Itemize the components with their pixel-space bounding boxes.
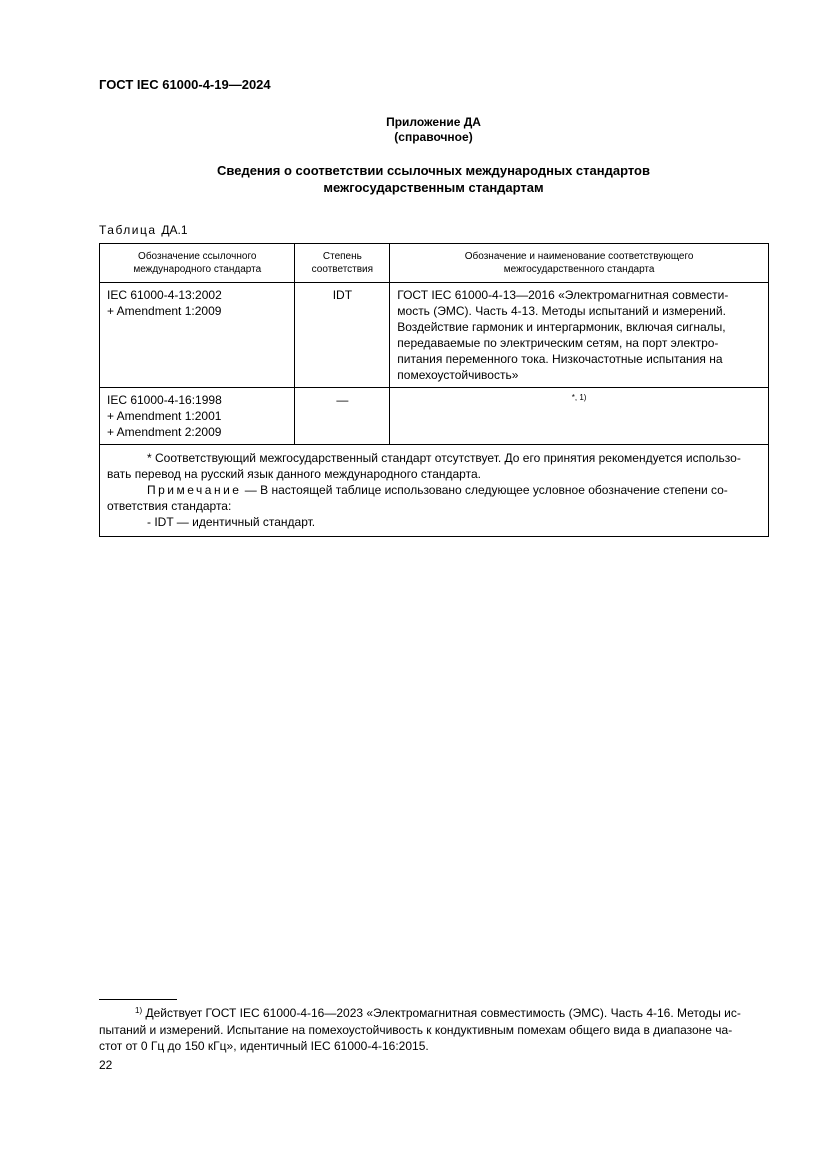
intl-standard-cell: IEC 61000-4-13:2002 + Amendment 1:2009 <box>100 283 295 388</box>
degree-cell: — <box>295 388 390 445</box>
note-label: Примечание <box>147 483 242 497</box>
appendix-subtitle: (справочное) <box>394 130 473 144</box>
table-header-row <box>100 244 769 283</box>
idt-definition: - IDT — идентичный стандарт. <box>147 515 316 529</box>
intl-standard-cell: IEC 61000-4-16:1998 + Amendment 1:2001 + Amendment 2:2009 <box>100 388 295 445</box>
table-caption-word: Таблица <box>99 223 157 237</box>
table-note <box>100 445 769 537</box>
appendix-heading <box>99 115 768 145</box>
appendix-title: Приложение ДА <box>386 115 481 129</box>
footnote-line-3: стот от 0 Гц до 150 кГц», идентичный IEC 61000-4-16:2015. <box>99 1039 429 1053</box>
table-caption-number: ДА.1 <box>161 223 188 237</box>
header-interstate-standard: Обозначение и наименование соответствующего межгосударственного стандарта <box>390 244 769 283</box>
degree-cell: IDT <box>295 283 390 388</box>
section-title <box>99 162 768 196</box>
footnote <box>99 1005 768 1055</box>
note-line-2: ответствия стандарта: <box>107 499 232 513</box>
star-note-line-2: вать перевод на русский язык данного международного стандарта. <box>107 467 481 481</box>
interstate-standard-cell: ГОСТ IEC 61000-4-13—2016 «Электромагнитная совмести- мость (ЭМС). Часть 4-13. Методы испытаний и измерений. Воздействие гармоник и интергармоник, включая сигналы, передаваемые по электрическим сетям, на порт электро- питания переменного тока. Низкочастотные испытания на помехоустойчивость» <box>390 283 769 388</box>
table-note-row <box>100 445 769 537</box>
footnote-divider <box>99 999 177 1000</box>
table-row <box>100 388 769 445</box>
section-title-line-1: Сведения о соответствии ссылочных международных стандартов <box>217 163 650 178</box>
interstate-standard-cell <box>390 388 769 445</box>
note-line-1: Примечание — В настоящей таблице использовано следующее условное обозначение степени со- <box>147 483 728 497</box>
reference-standards-table <box>99 243 769 537</box>
footnote-line-1: $^{1)}$ Действует ГОСТ IEC 61000-4-16—2023 «Электромагнитная совместимость (ЭМС). Часть 4-16. Методы ис- <box>135 1006 741 1020</box>
table-row <box>100 283 769 388</box>
header-degree: Степень соответствия <box>295 244 390 283</box>
page-number: 22 <box>99 1058 113 1072</box>
footnote-marker: 1) <box>135 1006 143 1015</box>
footnote-line-2: пытаний и измерений. Испытание на помехоустойчивость к кондуктивным помехам общего вида в диапазоне ча- <box>99 1022 733 1037</box>
star-note-line-1: * Соответствующий межгосударственный стандарт отсутствует. До его принятия рекомендуется использо- <box>147 451 741 465</box>
table-caption <box>99 223 188 237</box>
header-intl-standard: Обозначение ссылочного международного стандарта <box>100 244 295 283</box>
footnote-mark: *, 1) <box>571 393 587 402</box>
document-code: ГОСТ IEC 61000-4-19—2024 <box>99 77 271 92</box>
section-title-line-2: межгосударственным стандартам <box>323 180 544 195</box>
